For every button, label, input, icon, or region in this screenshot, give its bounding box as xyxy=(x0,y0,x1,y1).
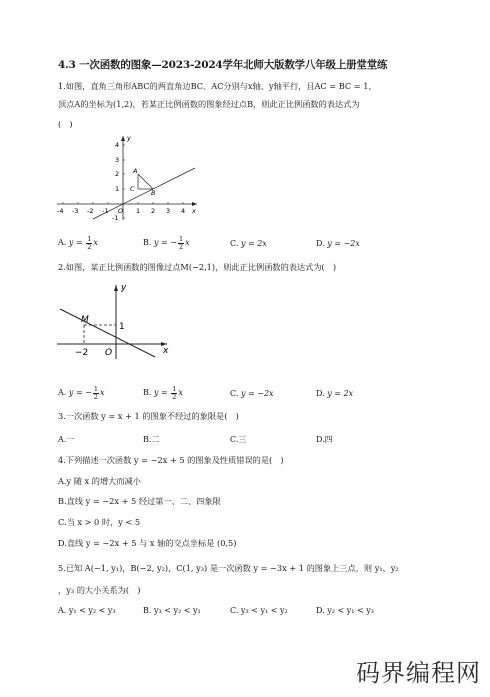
q1-option-d[interactable]: D. y = −2x xyxy=(316,239,360,248)
q1-ytick-m1: -1 xyxy=(112,214,119,222)
q1-option-c[interactable]: C. y = 2x xyxy=(230,239,267,248)
q1-side-ab xyxy=(138,174,153,189)
q5-option-c[interactable]: C. y₃ < y₁ < y₂ xyxy=(230,606,288,615)
q5-text-line2: ，y₃ 的大小关系为( ) xyxy=(58,585,141,595)
q1-text-line2: 顶点A的坐标为(1,2)，若某正比例函数的图象经过点B，则此正比例函数的表达式为 xyxy=(58,99,360,109)
q1-xtick-1: 1 xyxy=(136,207,141,215)
q1-ytick-4: 4 xyxy=(115,141,120,149)
q1-ytick-2: 2 xyxy=(115,170,120,178)
q2-y-label: y xyxy=(121,283,127,293)
q1-xtick-m3: -3 xyxy=(72,207,79,215)
q5-option-b[interactable]: B. y₃ < y₂ < y₁ xyxy=(143,606,201,615)
q1-line-ob xyxy=(93,168,195,219)
q1-origin: O xyxy=(118,207,124,215)
q1-option-a[interactable]: A. y = $\frac{1}{2}$ x xyxy=(58,235,98,251)
q5-option-a[interactable]: A. y₁ < y₂ < y₃ xyxy=(58,606,116,615)
q1-y-arrow xyxy=(121,136,125,141)
q4-option-a[interactable]: A.y 随 x 的增大而减小 xyxy=(58,476,141,486)
q1-xtick-2: 2 xyxy=(151,207,156,215)
q1-point-a: A xyxy=(133,167,138,175)
q2-option-d[interactable]: D. y = 2x xyxy=(316,389,354,398)
q1-point-c: C xyxy=(130,185,135,193)
q2-text-line1: 2.如图，某正比例函数的图像过点M(−2,1)，则此正比例函数的表达式为( ) xyxy=(58,262,337,272)
q3-option-c[interactable]: C.三 xyxy=(230,435,247,444)
q2-option-b[interactable]: B. y = $\frac{1}{2}$ x xyxy=(143,385,183,401)
q4-option-d[interactable]: D.直线 y = −2x + 5 与 x 轴的交点坐标是 (0,5) xyxy=(58,538,237,548)
q1-ytick-3: 3 xyxy=(115,156,120,164)
q1-text-line1: 1.如图，直角三角形ABC的两直角边BC、AC分别与x轴、y轴平行，且AC = BC = 1， xyxy=(58,81,377,91)
q5-option-d[interactable]: D. y₂ < y₁ < y₃ xyxy=(316,606,374,615)
q1-xtick-m1: -1 xyxy=(102,207,109,215)
q2-x-value: −2 xyxy=(75,348,89,358)
q4-option-c[interactable]: C.当 x > 0 时，y < 5 xyxy=(58,517,141,527)
q2-origin: O xyxy=(105,348,113,358)
q1-x-label: x xyxy=(192,207,196,215)
q3-option-a[interactable]: A.一 xyxy=(58,435,75,444)
q2-graph xyxy=(55,281,175,361)
q1-xtick-m4: -4 xyxy=(57,207,64,215)
q3-option-d[interactable]: D.四 xyxy=(316,435,333,444)
q5-text-line1: 5.已知 A(−1, y₁)，B(−2, y₂)，C(1, y₃) 是一次函数 y = −3x + 1 的图象上三点，则 y₁，y₂ xyxy=(58,563,399,573)
q4-option-b[interactable]: B.直线 y = −2x + 5 经过第一、二、四象限 xyxy=(58,496,221,506)
q4-text-line1: 4.下列描述一次函数 y = −2x + 5 的图象及性质错误的是( ) xyxy=(58,455,284,465)
page-title: 4.3 一次函数的图象—2023-2024学年北师大版数学八年级上册堂堂练 xyxy=(58,59,388,71)
q1-x-arrow xyxy=(192,202,197,206)
q1-option-b[interactable]: B. y = − $\frac{1}{2}$ x xyxy=(143,235,190,251)
q2-point-m: M xyxy=(81,315,89,325)
q2-option-a[interactable]: A. y = − $\frac{1}{2}$ x xyxy=(58,385,105,401)
q2-x-label: x xyxy=(163,346,169,356)
site-watermark: 码界编程网 xyxy=(356,659,481,687)
q1-text-line3: ( ) xyxy=(58,119,73,129)
q1-xtick-3: 3 xyxy=(166,207,171,215)
q1-xtick-4: 4 xyxy=(181,207,186,215)
q2-y-value: 1 xyxy=(119,322,125,332)
q1-y-label: y xyxy=(127,134,131,142)
q1-ytick-1: 1 xyxy=(115,185,120,193)
q1-point-b: B xyxy=(151,189,156,197)
q1-graph xyxy=(55,132,200,222)
q2-option-c[interactable]: C. y = −2x xyxy=(230,389,274,398)
q3-text-line1: 3.一次函数 y = x + 1 的图象不经过的象限是( ) xyxy=(58,411,239,421)
q3-option-b[interactable]: B.二 xyxy=(143,435,160,444)
q2-y-arrow xyxy=(114,285,118,291)
q1-xtick-m2: -2 xyxy=(87,207,94,215)
